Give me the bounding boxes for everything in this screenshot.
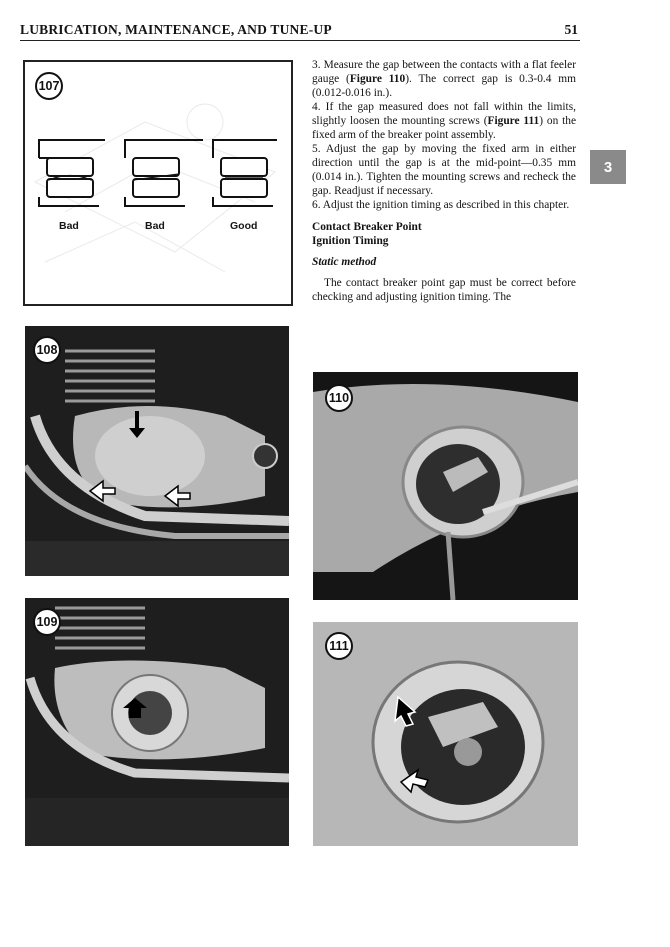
chapter-title: LUBRICATION, MAINTENANCE, AND TUNE-UP [20, 22, 332, 37]
figure-108-photo [25, 326, 289, 576]
figure-109-badge: 109 [33, 608, 61, 636]
figure-108-badge: 108 [33, 336, 61, 364]
figure-111-reference: Figure 111 [487, 115, 540, 127]
page-number: 51 [564, 22, 578, 37]
subsection-heading: Static method [312, 256, 377, 268]
figure-110-photo [313, 372, 578, 600]
label-bad-middle: Bad [145, 220, 165, 232]
figure-110-badge: 110 [325, 384, 353, 412]
breaker-gap-photo [313, 372, 578, 600]
engine-breaker-photo [25, 598, 289, 846]
label-good: Good [230, 220, 258, 232]
step-6: 6. Adjust the ignition timing as described in this chapter. [312, 199, 570, 211]
step-4: 4. If the gap measured does not fall within the limits, slightly loosen the mounting screws (Figure 111) on the fixed arm of the breaker point assembly. [312, 101, 577, 141]
figure-111-photo [313, 622, 578, 846]
body-text [312, 58, 576, 304]
contact-points-illustration [25, 62, 291, 304]
step-5: 5. Adjust the gap by moving the fixed arm in either direction until the gap is at the mid-point—0.35 mm (0.014 in.). Tighten the mounting screws and recheck the gap. Readjust if necessary. [312, 143, 576, 197]
engine-cover-photo [25, 326, 289, 576]
step-3: 3. Measure the gap between the contacts with a flat feeler gauge (Figure 110). The correct gap is 0.3-0.4 mm (0.012-0.016 in.). [312, 59, 576, 99]
figure-110-reference: Figure 110 [349, 73, 406, 85]
section-heading: Contact Breaker Point Ignition Timing [312, 221, 422, 247]
figure-107-badge: 107 [35, 72, 63, 100]
chapter-tab: 3 [590, 150, 626, 184]
figure-111-badge: 111 [325, 632, 353, 660]
label-bad-left: Bad [59, 220, 79, 232]
breaker-screws-photo [313, 622, 578, 846]
running-header [20, 20, 580, 41]
figure-109-photo [25, 598, 289, 846]
figure-107-diagram [23, 60, 293, 306]
static-method-paragraph: The contact breaker point gap must be correct before checking and adjusting ignition timing. The [312, 277, 576, 303]
